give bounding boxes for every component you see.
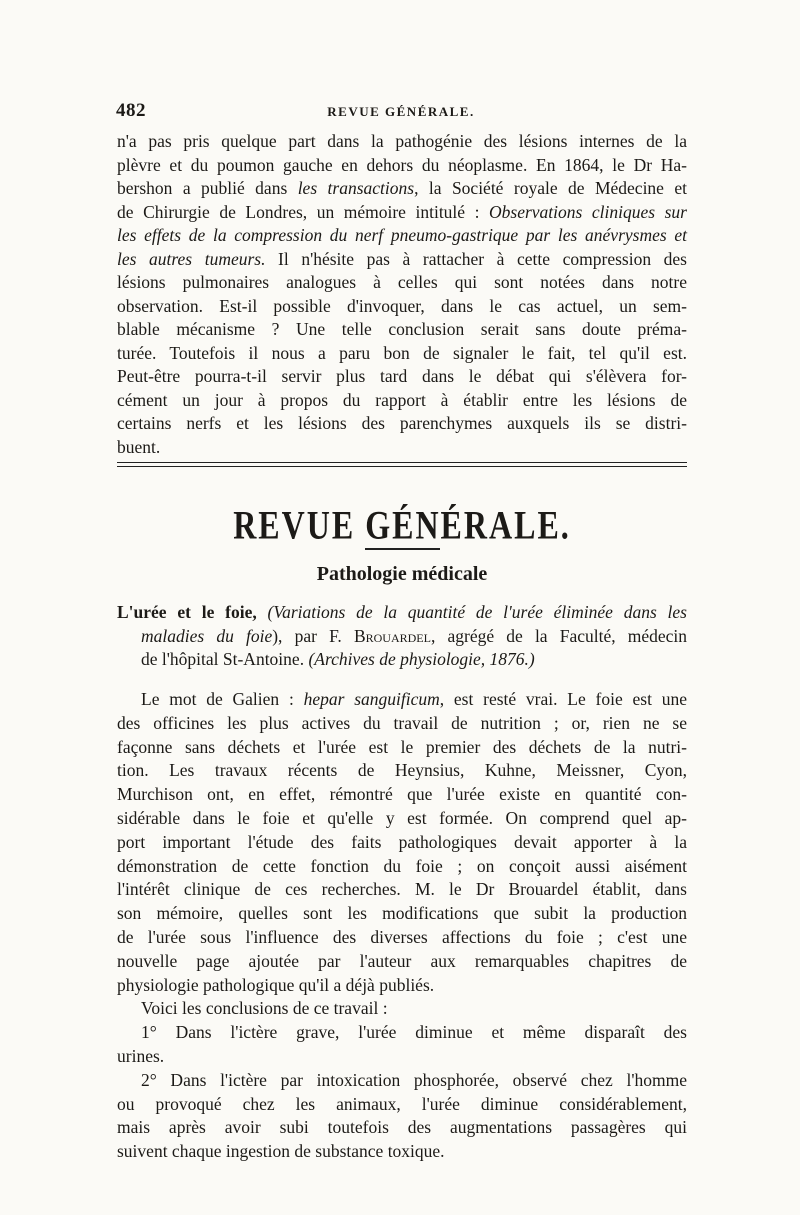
text-line: lésions pulmonaires analogues à celles qui sont notées dans notre xyxy=(117,272,687,292)
text-line: les effets de la compression du nerf pneumo-gastrique par les anévrysmes et xyxy=(117,225,687,245)
running-title: REVUE GÉNÉRALE. xyxy=(327,104,475,119)
article-subtitle-end: maladies du foie xyxy=(141,625,273,646)
section-divider xyxy=(117,462,687,467)
article-title-line xyxy=(117,601,687,625)
text-line: cément un jour à propos du rapport à établir entre les lésions de xyxy=(117,389,687,410)
text-fragment: ), xyxy=(272,625,295,646)
running-head xyxy=(116,100,686,122)
text-fragment: hepar sanguificum xyxy=(303,689,440,709)
text-line: n'a pas pris quelque part dans la pathogénie des lésions internes de la xyxy=(117,131,687,151)
text-line: urines. xyxy=(117,1045,165,1066)
text-line: des officines les plus actives du travail de nutrition ; or, rien ne se xyxy=(117,712,687,733)
title-underline xyxy=(365,548,440,550)
text-fragment: , est resté vrai. Le foie est une xyxy=(439,689,687,709)
text-line: démonstration de cette fonction du foie ; on conçoit aussi aisément xyxy=(117,855,687,876)
text-line: buent. xyxy=(117,436,161,457)
text-line: sidérable dans le foie et qu'elle y est formée. On comprend quel ap- xyxy=(117,807,687,828)
text-line: nouvelle page ajoutée par l'auteur aux remarquables chapitres de xyxy=(117,950,687,971)
text-line: suivent chaque ingestion de substance toxique. xyxy=(117,1141,445,1162)
text-line xyxy=(117,177,687,201)
text-line: blable mécanisme ? Une telle conclusion serait sans doute préma- xyxy=(117,319,687,339)
text-fragment: les transactions xyxy=(297,178,415,198)
text-line: Peut-être pourra-t-il servir plus tard dans le débat qui s'élèvera for- xyxy=(117,366,687,386)
text-line: Murchison ont, en effet, rémontré que l'urée existe en quantité con- xyxy=(117,784,687,805)
text-line: mais après avoir subi toutefois des augmentations passagères qui xyxy=(117,1117,687,1138)
text-line: façonne sans déchets et l'urée est le premier des déchets de la nutri- xyxy=(117,736,687,757)
text-fragment: Il n'hésite pas à rattacher à cette compression des xyxy=(265,248,687,269)
text-fragment: bershon a publié dans xyxy=(117,178,298,198)
article-author: Brouardel, xyxy=(353,625,436,646)
text-line: physiologie pathologique qu'il a déjà publiés. xyxy=(117,974,435,995)
article-subtitle-start: (Variations de la quantité de l'urée éliminée dans les xyxy=(267,602,687,622)
article-title: L'urée et le foie, xyxy=(117,602,257,622)
article-body xyxy=(117,688,687,1164)
article-title-line xyxy=(117,625,687,649)
text-line: l'intérêt clinique de ces recherches. M. le Dr Brouardel établit, dans xyxy=(117,879,687,900)
text-line: ou provoqué chez les animaux, l'urée diminue considérablement, xyxy=(117,1093,687,1114)
text-line: plèvre et du poumon gauche en dehors du néoplasme. En 1864, le Dr Ha- xyxy=(117,154,687,175)
affiliation: agrégé de la Faculté, médecin xyxy=(447,625,688,646)
article-heading xyxy=(117,601,687,672)
page-number: 482 xyxy=(116,100,146,121)
intro-paragraph xyxy=(117,130,687,459)
text-line: de l'urée sous l'influence des diverses affections du foie ; c'est une xyxy=(117,926,687,947)
text-line: port important l'étude des faits pathologiques devait apporter à la xyxy=(117,831,687,852)
text-fragment: , la Société royale de Médecine et xyxy=(414,178,687,198)
section-title: REVUE GÉNÉRALE. xyxy=(233,502,571,547)
article-title-line xyxy=(117,648,687,672)
author-prefix: par F. xyxy=(294,625,342,646)
text-line xyxy=(117,201,687,225)
text-fragment: de Chirurgie de Londres, un mémoire intitulé : xyxy=(117,201,490,222)
text-line: 1° Dans l'ictère grave, l'urée diminue et même disparaît des xyxy=(141,1022,687,1043)
text-line xyxy=(117,248,687,272)
text-line: certains nerfs et les lésions des parenchymes auxquels ils se distri- xyxy=(117,413,687,433)
text-line: tion. Les travaux récents de Heynsius, Kuhne, Meissner, Cyon, xyxy=(117,760,687,781)
subsection-title: Pathologie médicale xyxy=(316,563,488,585)
text-fragment: Le mot de Galien : xyxy=(141,689,304,709)
text-fragment: les autres tumeurs. xyxy=(117,248,266,269)
text-line: observation. Est-il possible d'invoquer, dans le cas actuel, un sem- xyxy=(117,295,687,316)
text-line: Voici les conclusions de ce travail : xyxy=(141,998,388,1019)
text-line xyxy=(117,688,687,712)
text-fragment: Observations cliniques sur xyxy=(489,201,687,222)
article-source: (Archives de physiologie, 1876.) xyxy=(308,649,535,669)
text-line: turée. Toutefois il nous a paru bon de signaler le fait, tel qu'il est. xyxy=(117,342,687,363)
text-line: 2° Dans l'ictère par intoxication phosphorée, observé chez l'homme xyxy=(141,1069,687,1090)
text-line: son mémoire, quelles sont les modifications que subit la production xyxy=(117,903,687,924)
affiliation: de l'hôpital St-Antoine. xyxy=(141,649,305,669)
